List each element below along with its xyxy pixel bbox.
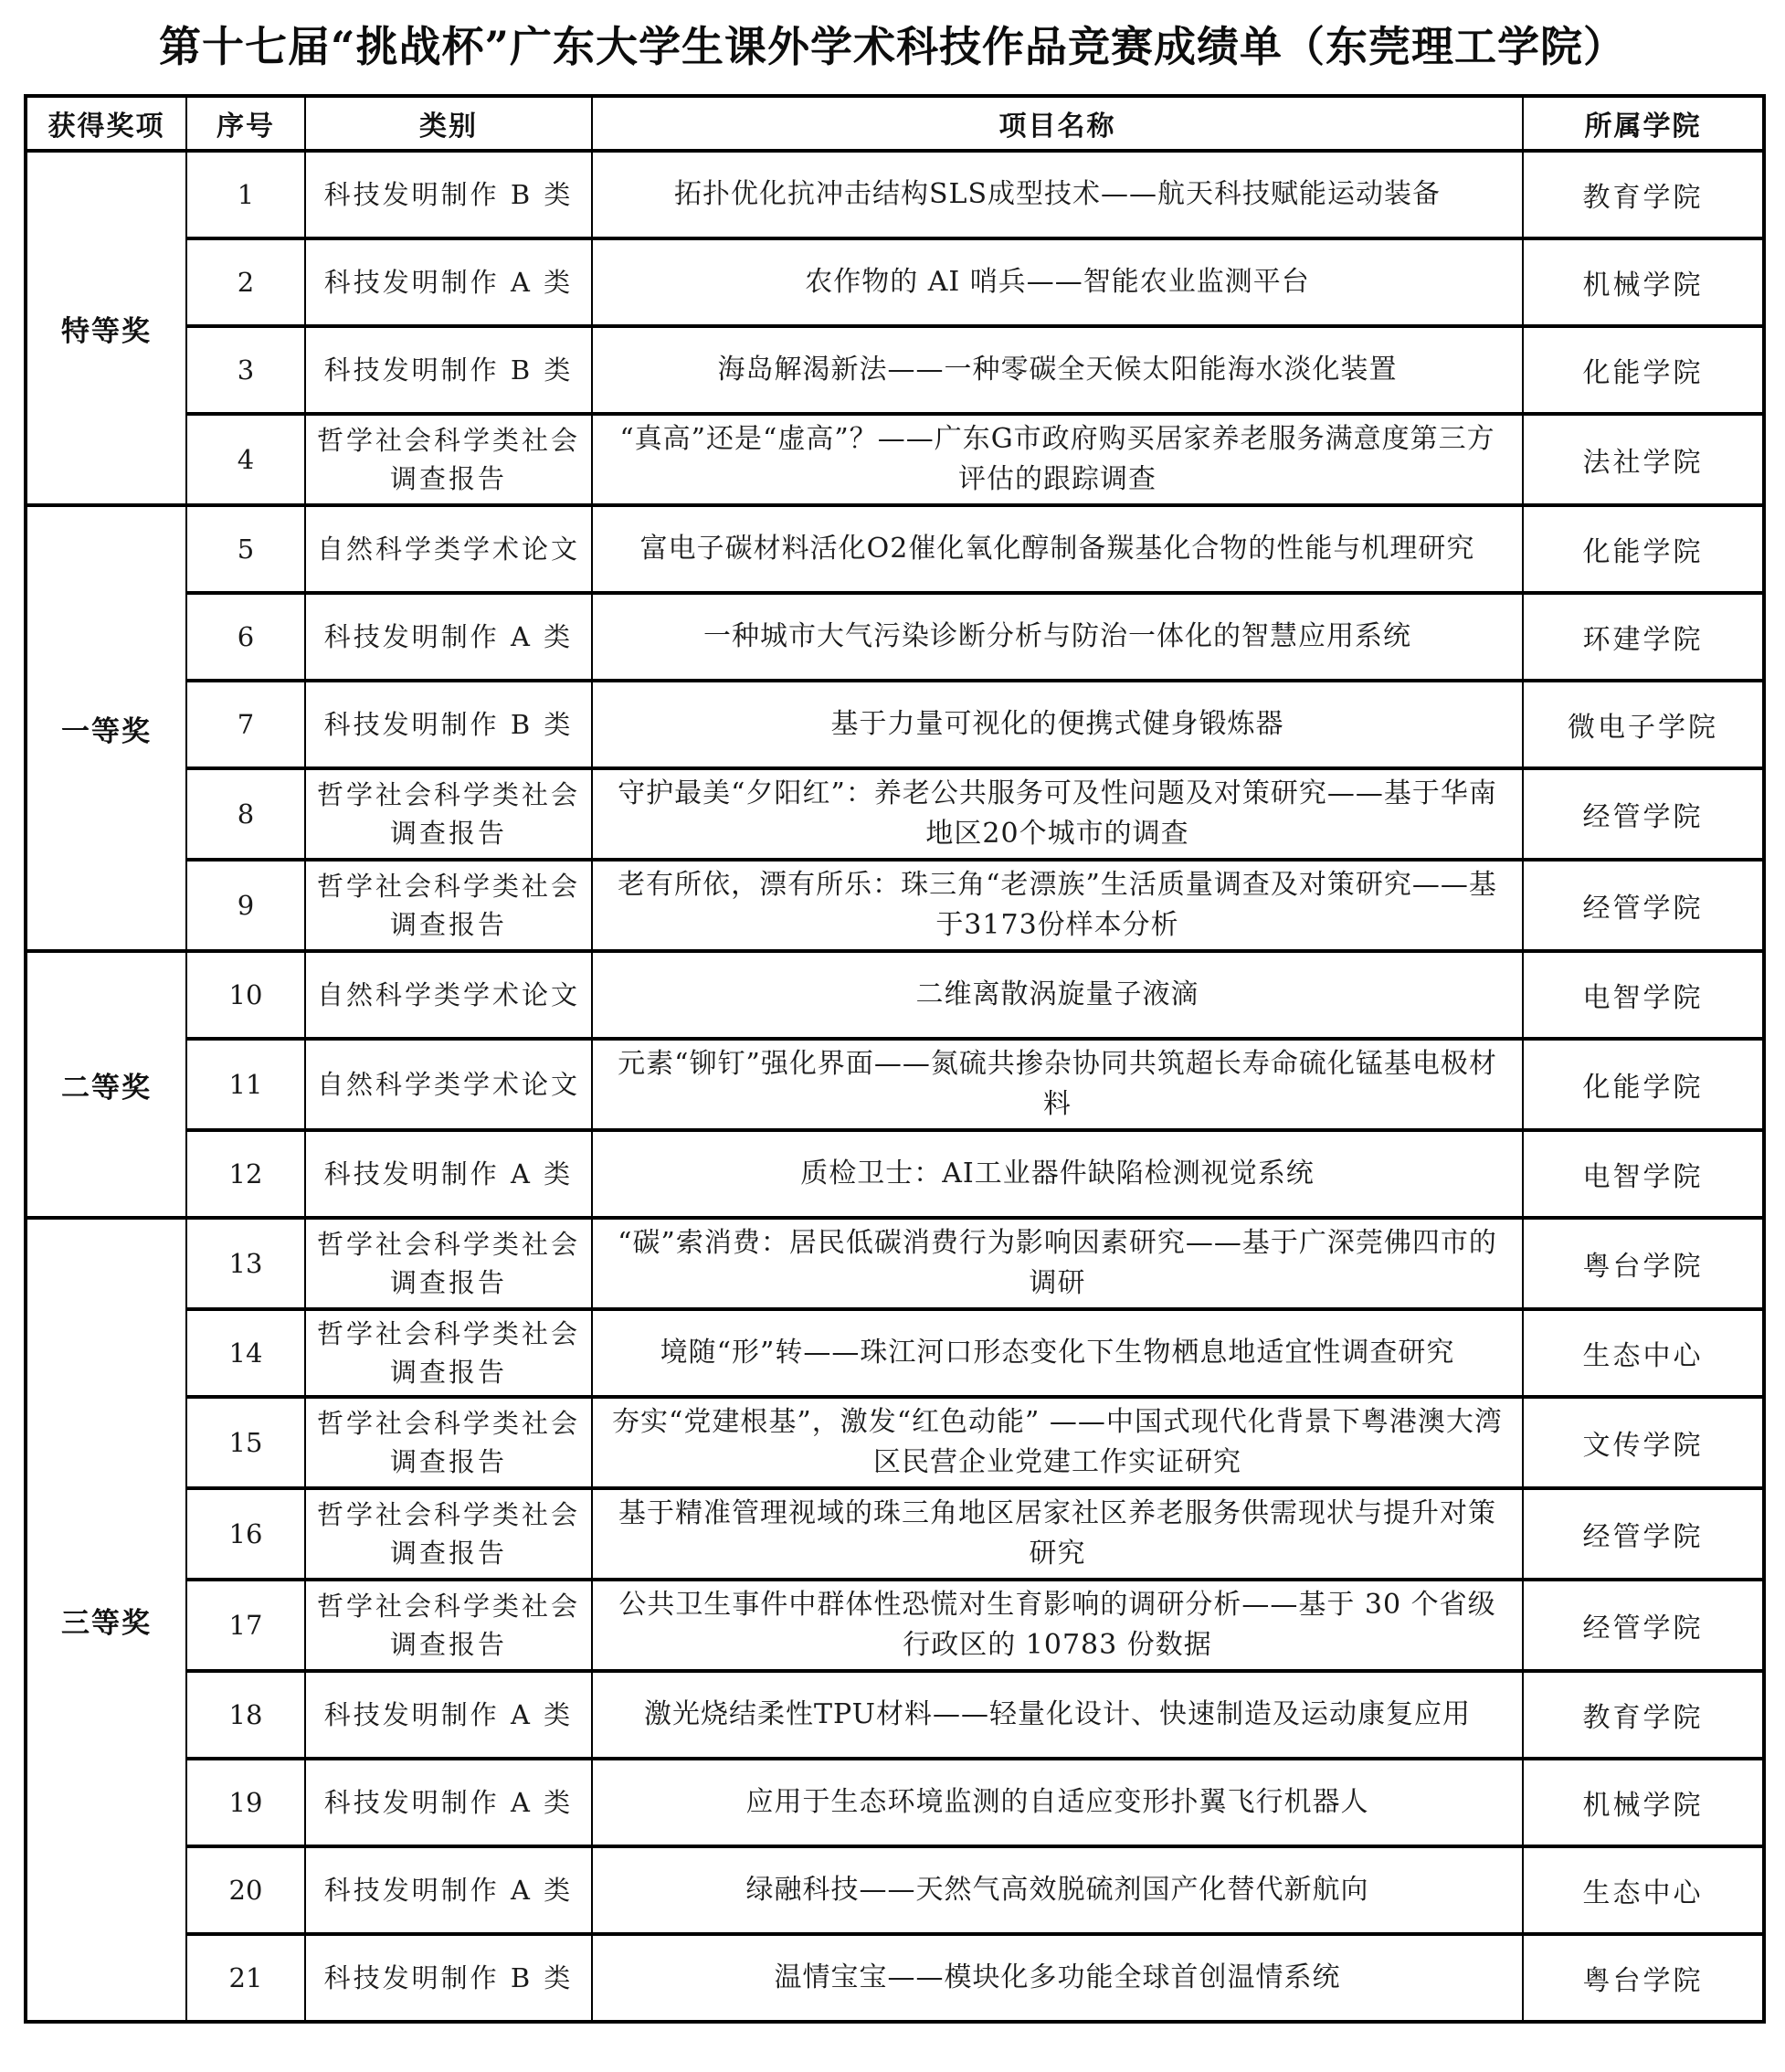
award-group-label: 二等奖: [26, 951, 186, 1218]
results-table-header: [26, 96, 1764, 151]
results-table: [24, 94, 1766, 2024]
project-name-cell: 公共卫生事件中群体性恐慌对生育影响的调研分析——基于 30 个省级行政区的 10783 份数据: [592, 1580, 1523, 1671]
project-name-cell: 守护最美“夕阳红”：养老公共服务可及性问题及对策研究——基于华南地区20个城市的调查: [592, 768, 1523, 860]
table-row: [26, 1846, 1764, 1934]
serial-number-cell: 10: [186, 951, 305, 1039]
results-table-body: [26, 151, 1764, 2022]
serial-number-cell: 18: [186, 1671, 305, 1759]
table-row: [26, 1397, 1764, 1488]
category-cell: 科技发明制作 B 类: [305, 681, 592, 768]
college-cell: 法社学院: [1523, 414, 1764, 505]
table-row: [26, 505, 1764, 593]
college-cell: 粤台学院: [1523, 1218, 1764, 1309]
category-cell: 科技发明制作 B 类: [305, 151, 592, 238]
header-project-name: 项目名称: [592, 96, 1523, 151]
category-cell: 哲学社会科学类社会调查报告: [305, 1488, 592, 1580]
college-cell: 化能学院: [1523, 1039, 1764, 1130]
table-row: [26, 1934, 1764, 2022]
table-row: [26, 238, 1764, 326]
project-name-cell: 农作物的 AI 哨兵——智能农业监测平台: [592, 238, 1523, 326]
project-name-cell: 应用于生态环境监测的自适应变形扑翼飞行机器人: [592, 1759, 1523, 1846]
project-name-cell: 温情宝宝——模块化多功能全球首创温情系统: [592, 1934, 1523, 2022]
table-row: [26, 1309, 1764, 1397]
table-row: [26, 414, 1764, 505]
table-row: [26, 593, 1764, 681]
table-row: [26, 768, 1764, 860]
project-name-cell: “真高”还是“虚高”？——广东G市政府购买居家养老服务满意度第三方评估的跟踪调查: [592, 414, 1523, 505]
category-cell: 科技发明制作 A 类: [305, 1130, 592, 1218]
college-cell: 环建学院: [1523, 593, 1764, 681]
table-row: [26, 1488, 1764, 1580]
project-name-cell: 老有所依，漂有所乐：珠三角“老漂族”生活质量调查及对策研究——基于3173份样本分析: [592, 860, 1523, 951]
college-cell: 生态中心: [1523, 1309, 1764, 1397]
project-name-cell: 绿融科技——天然气高效脱硫剂国产化替代新航向: [592, 1846, 1523, 1934]
page-title: 第十七届“挑战杯”广东大学生课外学术科技作品竞赛成绩单（东莞理工学院）: [159, 22, 1626, 71]
category-cell: 科技发明制作 A 类: [305, 1759, 592, 1846]
category-cell: 自然科学类学术论文: [305, 505, 592, 593]
category-cell: 科技发明制作 A 类: [305, 593, 592, 681]
category-cell: 哲学社会科学类社会调查报告: [305, 860, 592, 951]
college-cell: 生态中心: [1523, 1846, 1764, 1934]
table-row: [26, 326, 1764, 414]
header-award: 获得奖项: [26, 96, 186, 151]
award-group-label: 一等奖: [26, 505, 186, 951]
project-name-cell: 夯实“党建根基”，激发“红色动能” ——中国式现代化背景下粤港澳大湾区民营企业党建工作实证研究: [592, 1397, 1523, 1488]
college-cell: 经管学院: [1523, 1580, 1764, 1671]
category-cell: 科技发明制作 A 类: [305, 1846, 592, 1934]
serial-number-cell: 17: [186, 1580, 305, 1671]
project-name-cell: 质检卫士：AI工业器件缺陷检测视觉系统: [592, 1130, 1523, 1218]
college-cell: 教育学院: [1523, 1671, 1764, 1759]
category-cell: 哲学社会科学类社会调查报告: [305, 414, 592, 505]
category-cell: 哲学社会科学类社会调查报告: [305, 1397, 592, 1488]
category-cell: 哲学社会科学类社会调查报告: [305, 1218, 592, 1309]
serial-number-cell: 13: [186, 1218, 305, 1309]
college-cell: 粤台学院: [1523, 1934, 1764, 2022]
serial-number-cell: 3: [186, 326, 305, 414]
college-cell: 化能学院: [1523, 326, 1764, 414]
header-serial-number: 序号: [186, 96, 305, 151]
project-name-cell: “碳”索消费：居民低碳消费行为影响因素研究——基于广深莞佛四市的调研: [592, 1218, 1523, 1309]
project-name-cell: 境随“形”转——珠江河口形态变化下生物栖息地适宜性调查研究: [592, 1309, 1523, 1397]
table-row: [26, 860, 1764, 951]
serial-number-cell: 16: [186, 1488, 305, 1580]
category-cell: 科技发明制作 B 类: [305, 326, 592, 414]
table-row: [26, 1130, 1764, 1218]
table-row: [26, 1039, 1764, 1130]
serial-number-cell: 15: [186, 1397, 305, 1488]
college-cell: 机械学院: [1523, 238, 1764, 326]
project-name-cell: 海岛解渴新法——一种零碳全天候太阳能海水淡化装置: [592, 326, 1523, 414]
project-name-cell: 基于精准管理视域的珠三角地区居家社区养老服务供需现状与提升对策研究: [592, 1488, 1523, 1580]
college-cell: 电智学院: [1523, 951, 1764, 1039]
serial-number-cell: 21: [186, 1934, 305, 2022]
college-cell: 微电子学院: [1523, 681, 1764, 768]
college-cell: 文传学院: [1523, 1397, 1764, 1488]
project-name-cell: 基于力量可视化的便携式健身锻炼器: [592, 681, 1523, 768]
category-cell: 哲学社会科学类社会调查报告: [305, 1309, 592, 1397]
college-cell: 经管学院: [1523, 1488, 1764, 1580]
college-cell: 化能学院: [1523, 505, 1764, 593]
serial-number-cell: 9: [186, 860, 305, 951]
serial-number-cell: 12: [186, 1130, 305, 1218]
college-cell: 机械学院: [1523, 1759, 1764, 1846]
project-name-cell: 一种城市大气污染诊断分析与防治一体化的智慧应用系统: [592, 593, 1523, 681]
serial-number-cell: 14: [186, 1309, 305, 1397]
category-cell: 自然科学类学术论文: [305, 1039, 592, 1130]
category-cell: 科技发明制作 A 类: [305, 1671, 592, 1759]
serial-number-cell: 8: [186, 768, 305, 860]
serial-number-cell: 6: [186, 593, 305, 681]
category-cell: 自然科学类学术论文: [305, 951, 592, 1039]
table-row: [26, 151, 1764, 238]
category-cell: 科技发明制作 A 类: [305, 238, 592, 326]
table-row: [26, 1218, 1764, 1309]
serial-number-cell: 11: [186, 1039, 305, 1130]
college-cell: 经管学院: [1523, 768, 1764, 860]
serial-number-cell: 2: [186, 238, 305, 326]
college-cell: 教育学院: [1523, 151, 1764, 238]
project-name-cell: 二维离散涡旋量子液滴: [592, 951, 1523, 1039]
category-cell: 科技发明制作 B 类: [305, 1934, 592, 2022]
serial-number-cell: 7: [186, 681, 305, 768]
award-group-label: 特等奖: [26, 151, 186, 505]
serial-number-cell: 20: [186, 1846, 305, 1934]
project-name-cell: 富电子碳材料活化O2催化氧化醇制备羰基化合物的性能与机理研究: [592, 505, 1523, 593]
serial-number-cell: 1: [186, 151, 305, 238]
table-row: [26, 1671, 1764, 1759]
category-cell: 哲学社会科学类社会调查报告: [305, 768, 592, 860]
header-category: 类别: [305, 96, 592, 151]
project-name-cell: 激光烧结柔性TPU材料——轻量化设计、快速制造及运动康复应用: [592, 1671, 1523, 1759]
category-cell: 哲学社会科学类社会调查报告: [305, 1580, 592, 1671]
table-row: [26, 951, 1764, 1039]
college-cell: 电智学院: [1523, 1130, 1764, 1218]
header-college: 所属学院: [1523, 96, 1764, 151]
serial-number-cell: 5: [186, 505, 305, 593]
table-row: [26, 1759, 1764, 1846]
college-cell: 经管学院: [1523, 860, 1764, 951]
table-row: [26, 681, 1764, 768]
header-row: [26, 96, 1764, 151]
serial-number-cell: 4: [186, 414, 305, 505]
project-name-cell: 元素“铆钉”强化界面——氮硫共掺杂协同共筑超长寿命硫化锰基电极材料: [592, 1039, 1523, 1130]
table-row: [26, 1580, 1764, 1671]
serial-number-cell: 19: [186, 1759, 305, 1846]
project-name-cell: 拓扑优化抗冲击结构SLS成型技术——航天科技赋能运动装备: [592, 151, 1523, 238]
award-group-label: 三等奖: [26, 1218, 186, 2022]
